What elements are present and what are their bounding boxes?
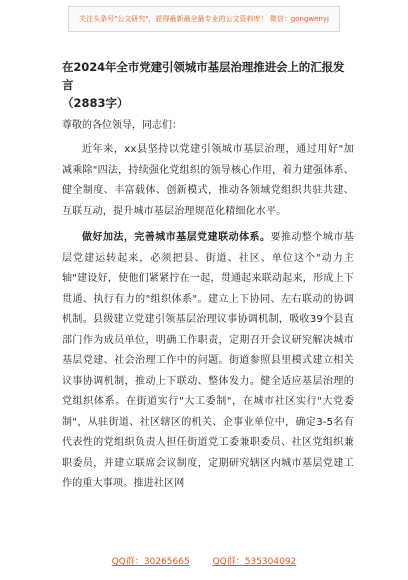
qq-group-2[interactable]: QQ群：535304092: [212, 557, 297, 567]
word-count: （2883字）: [62, 96, 129, 110]
banner-text: 关注头条号"公文研究"，获得最新最全最专业的公文资料库！ 微信：gongwenyj: [79, 15, 329, 23]
greeting: 尊敬的各位领导，同志们：: [62, 120, 182, 131]
footer: [0, 554, 408, 567]
document-title: 在2024年全市党建引领城市基层治理推进会上的汇报发言: [62, 60, 345, 92]
top-banner: [68, 6, 340, 32]
paragraph-section-1: [62, 228, 354, 495]
section-heading: 做好加法，完善城市基层党建联动体系。: [82, 232, 271, 243]
document-body: [62, 58, 354, 495]
section-body: 要推动整个城市基层党建运转起来，必须把县、街道、社区、单位这个"动力主轴"建设好，使他们紧紧拧在一起，贯通起来联动起来，形成上下贯通、执行有力的"组织体系"。建立上下协同、左右联动的协调机制。县级建立党建引领基层治理议事协调机制，吸收39个县直部门作为成员单位，明确工作职责，定期召开会议研究解决城市基层党建、社会治理工作中的问题。街道参照县里模式建立相关议事协调机制，推动上下联动、整体发力。健全适应基层治理的党组织体系。在街道实行"大工委制"，在城市社区实行"大党委制"，从驻街道、社区辖区的机关、企事业单位中，确定3-5名有代表性的党组织负责人担任街道党工委兼职委员、社区党组织兼职委员，并建立联席会议制度，定期研究辖区内城市基层党建工作的重大事项。推进社区网: [62, 232, 354, 489]
paragraph-intro: 近年来，xx县坚持以党建引领城市基层治理，通过用好"加减乘除"四法，持续强化党组织的领导核心作用，着力建强体系、健全制度、丰富载体、创新模式，推动各领域党组织共驻共建、互联互动，提升城市基层治理规范化精细化水平。: [62, 144, 354, 217]
qq-group-1[interactable]: QQ群：30265665: [111, 557, 190, 567]
